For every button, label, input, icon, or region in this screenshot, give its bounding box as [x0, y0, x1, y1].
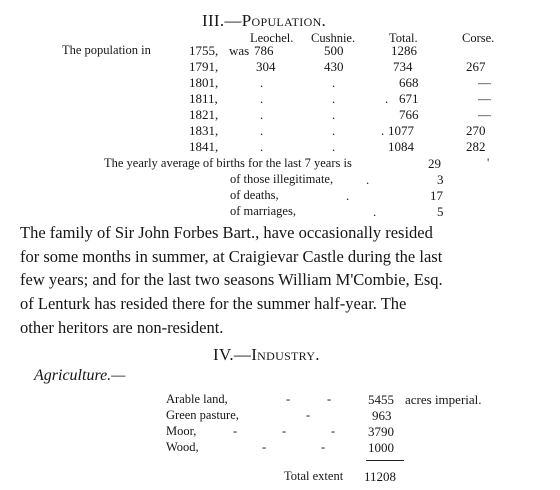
dot-leader: . — [346, 188, 350, 203]
cushnie-cell: . — [332, 91, 336, 106]
corse-cell: — — [478, 107, 491, 122]
land-value: 5455 — [368, 392, 394, 407]
cushnie-cell: 500 — [324, 43, 344, 58]
total-cell: 671 — [399, 91, 419, 106]
leochel-cell: 304 — [256, 59, 276, 74]
heading-dash: — — [224, 11, 242, 30]
total-cell: 1286 — [391, 43, 417, 58]
land-label: Moor, — [166, 424, 197, 438]
illegitimate-value: 3 — [437, 172, 444, 187]
col-header-leochel: Leochel. — [250, 31, 294, 45]
births-label: The yearly average of births for the last 7 years is — [104, 156, 352, 170]
total-cell: 1077 — [388, 123, 414, 138]
paragraph-line: for some months in summer, at Craigievar Castle during the last — [20, 247, 443, 266]
dash-leader: - — [286, 392, 291, 406]
dash-leader: - — [327, 392, 332, 406]
corse-cell: 267 — [466, 59, 486, 74]
land-label: Green pasture, — [166, 408, 239, 422]
land-value: 3790 — [368, 424, 394, 439]
section-title: Industry. — [251, 345, 320, 364]
leochel-cell: . — [260, 139, 264, 154]
year-cell: 1811, — [189, 91, 218, 106]
dash-leader: - — [282, 424, 287, 438]
leochel-cell: . — [260, 75, 264, 90]
land-value: 1000 — [368, 440, 394, 455]
leochel-cell: . — [260, 91, 264, 106]
leochel-cell: . — [260, 123, 264, 138]
births-value: 29 — [428, 156, 441, 171]
corse-cell: — — [478, 91, 491, 106]
year-cell: 1831, — [189, 123, 219, 138]
paragraph-line: other heritors are non-resident. — [20, 318, 224, 337]
col-header-corse: Corse. — [462, 31, 495, 45]
dot-leader: . — [373, 204, 377, 219]
cushnie-cell: . — [332, 107, 336, 122]
land-label: Arable land, — [166, 392, 228, 406]
total-cell: 1084 — [388, 139, 414, 154]
section-number: IV. — [213, 345, 234, 364]
section-number: III. — [202, 11, 225, 30]
deaths-label: of deaths, — [230, 188, 279, 202]
corse-cell: 270 — [466, 123, 486, 138]
population-intro: The population in — [62, 43, 151, 57]
deaths-value: 17 — [430, 188, 443, 203]
cushnie-cell: . — [332, 123, 336, 138]
paragraph-line: few years; and for the last two seasons William M'Combie, Esq. — [20, 270, 443, 289]
cushnie-cell: . — [332, 139, 336, 154]
year-cell: 1801, — [189, 75, 219, 90]
marriages-value: 5 — [437, 204, 444, 219]
dash-leader: - — [321, 440, 326, 454]
total-cell: 766 — [399, 107, 419, 122]
leochel-cell: . — [260, 107, 264, 122]
sum-rule — [366, 460, 404, 461]
cushnie-cell: . — [332, 75, 336, 90]
illegitimate-label: of those illegitimate, — [230, 172, 334, 186]
total-dot: . — [381, 123, 385, 138]
population-heading — [202, 12, 326, 29]
was-word: was — [229, 43, 250, 58]
dash-leader: - — [233, 424, 238, 438]
corse-cell: — — [478, 75, 491, 90]
land-label: Wood, — [166, 440, 199, 454]
col-header-total: Total. — [389, 31, 418, 45]
tick-mark: ' — [487, 156, 490, 170]
section-title: Population. — [241, 11, 327, 30]
total-dot: . — [385, 91, 389, 106]
marriages-label: of marriages, — [230, 204, 296, 218]
corse-cell: 282 — [466, 139, 486, 154]
land-unit: acres imperial. — [405, 392, 482, 407]
leochel-cell: 786 — [254, 43, 274, 58]
total-cell: 734 — [393, 59, 413, 74]
year-cell: 1755, — [189, 43, 219, 58]
paragraph-line: of Lenturk has resided there for the summer half-year. The — [20, 294, 407, 313]
industry-heading — [213, 346, 320, 363]
land-value: 963 — [372, 408, 392, 423]
agriculture-subheading: Agriculture.— — [34, 367, 126, 384]
cushnie-cell: 430 — [324, 59, 344, 74]
total-value: 11208 — [364, 469, 397, 484]
heading-dash: — — [233, 345, 252, 364]
year-cell: 1841, — [189, 139, 219, 154]
paragraph-line: The family of Sir John Forbes Bart., have occasionally resided — [20, 223, 433, 242]
dot-leader: . — [366, 172, 370, 187]
year-cell: 1821, — [189, 107, 219, 122]
dash-leader: - — [262, 440, 267, 454]
dash-leader: - — [306, 408, 311, 422]
total-cell: 668 — [399, 75, 419, 90]
col-header-cushnie: Cushnie. — [311, 31, 356, 45]
total-label: Total extent — [284, 469, 344, 483]
dash-leader: - — [331, 424, 336, 438]
year-cell: 1791, — [189, 59, 219, 74]
